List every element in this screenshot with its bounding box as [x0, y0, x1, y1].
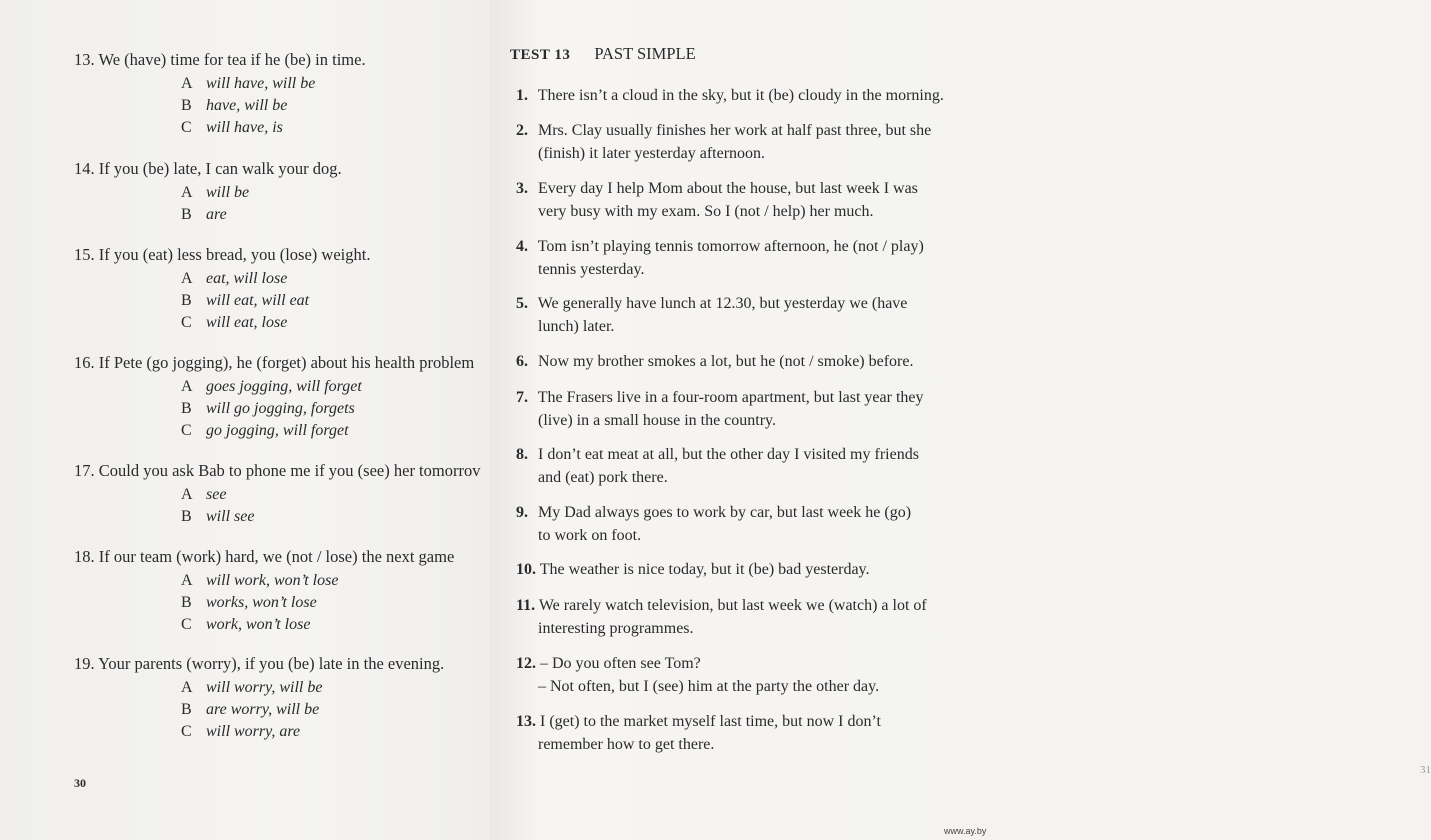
- exercise-text-continued: remember how to get there.: [538, 736, 715, 753]
- left-question: [74, 547, 484, 636]
- exercise-item: [516, 652, 946, 698]
- option-text: will be: [206, 184, 250, 201]
- question-stem: 17. Could you ask Bab to phone me if you (see) her tomorrov: [74, 461, 481, 480]
- right-page-number: 31: [1420, 764, 1431, 776]
- option-letter: A: [181, 270, 193, 287]
- option-letter: C: [181, 616, 192, 633]
- left-question: [74, 50, 484, 139]
- exercise-text-continued: tennis yesterday.: [538, 261, 645, 278]
- option-letter: B: [181, 594, 192, 611]
- exercise-text-continued: to work on foot.: [538, 527, 642, 544]
- exercise-number: 3.: [516, 180, 528, 197]
- test-label: TEST 13: [510, 47, 571, 63]
- exercise-item: [516, 292, 946, 338]
- answer-options: [181, 268, 484, 334]
- answer-options: [181, 182, 484, 226]
- answer-option: [181, 420, 484, 442]
- answer-option: [181, 721, 484, 743]
- option-letter: A: [181, 184, 193, 201]
- answer-option: [181, 570, 484, 592]
- exercise-text-continued: and (eat) pork there.: [538, 469, 668, 486]
- exercise-text-continued: very busy with my exam. So I (not / help) her much.: [538, 203, 874, 220]
- answer-option: [181, 117, 484, 139]
- exercise-text: The Frasers live in a four-room apartment, but last year they: [537, 389, 924, 406]
- exercise-number: 2.: [516, 122, 528, 139]
- exercise-number: 9.: [516, 504, 528, 521]
- option-text: goes jogging, will forget: [206, 378, 362, 395]
- option-text: will have, will be: [206, 75, 316, 92]
- exercise-item: [516, 177, 946, 223]
- exercise-text-continued: lunch) later.: [538, 318, 615, 335]
- option-letter: A: [181, 378, 193, 395]
- option-text: are: [206, 206, 227, 223]
- exercise-item: [516, 710, 946, 756]
- exercise-number: 1.: [516, 87, 528, 104]
- exercise-number: 7.: [516, 389, 528, 406]
- exercise-number: 6.: [516, 353, 528, 370]
- test-header: [510, 44, 696, 64]
- exercise-text: We generally have lunch at 12.30, but yesterday we (have: [537, 295, 908, 312]
- exercise-text-continued: (live) in a small house in the country.: [538, 412, 777, 429]
- question-stem: 18. If our team (work) hard, we (not / lose) the next game: [74, 547, 455, 566]
- left-question: [74, 461, 484, 528]
- question-stem: 13. We (have) time for tea if he (be) in time.: [74, 50, 366, 69]
- option-text: will have, is: [206, 119, 283, 136]
- exercise-number: 10.: [516, 561, 536, 578]
- option-letter: C: [181, 314, 192, 331]
- exercise-item: [516, 558, 946, 581]
- left-question: [74, 159, 484, 226]
- option-letter: A: [181, 486, 193, 503]
- left-question: [74, 245, 484, 334]
- exercise-number: 12.: [516, 655, 536, 672]
- exercise-text: We rarely watch television, but last week we (watch) a lot of: [538, 597, 927, 614]
- exercise-item: [516, 443, 946, 489]
- answer-option: [181, 290, 484, 312]
- left-page: [0, 0, 490, 840]
- option-letter: B: [181, 97, 192, 114]
- option-letter: B: [181, 400, 192, 417]
- answer-options: [181, 73, 484, 139]
- option-text: works, won’t lose: [206, 594, 317, 611]
- exercise-item: [516, 235, 946, 281]
- exercise-text-continued: interesting programmes.: [538, 620, 694, 637]
- exercise-text: Now my brother smokes a lot, but he (not / smoke) before.: [538, 353, 914, 370]
- watermark: www.ay.by: [944, 826, 987, 836]
- answer-option: [181, 398, 484, 420]
- exercise-item: [516, 594, 946, 640]
- exercise-text: Mrs. Clay usually finishes her work at half past three, but she: [538, 122, 932, 139]
- exercise-item: [516, 84, 946, 107]
- option-letter: B: [181, 508, 192, 525]
- option-text: will see: [206, 508, 255, 525]
- option-text: will go jogging, forgets: [206, 400, 355, 417]
- answer-option: [181, 312, 484, 334]
- left-page-number: 30: [74, 776, 86, 790]
- option-text: go jogging, will forget: [206, 422, 349, 439]
- exercise-number: 8.: [516, 446, 528, 463]
- exercise-number: 4.: [516, 238, 528, 255]
- test-title: PAST SIMPLE: [594, 44, 696, 63]
- option-text: will worry, are: [206, 723, 301, 740]
- exercise-text: The weather is nice today, but it (be) bad yesterday.: [539, 561, 870, 578]
- option-letter: C: [181, 723, 192, 740]
- exercise-text: Tom isn’t playing tennis tomorrow afternoon, he (not / play): [537, 238, 924, 255]
- option-letter: B: [181, 292, 192, 309]
- left-question: [74, 654, 484, 743]
- option-text: will work, won’t lose: [206, 572, 339, 589]
- question-stem: 16. If Pete (go jogging), he (forget) about his health problem: [74, 353, 475, 372]
- option-text: see: [206, 486, 227, 503]
- option-text: will worry, will be: [206, 679, 323, 696]
- option-letter: C: [181, 119, 192, 136]
- answer-options: [181, 376, 484, 442]
- exercise-text: I (get) to the market myself last time, but now I don’t: [540, 713, 881, 730]
- answer-options: [181, 570, 484, 636]
- exercise-item: [516, 501, 946, 547]
- option-text: have, will be: [206, 97, 288, 114]
- option-text: will eat, will eat: [206, 292, 310, 309]
- option-text: work, won’t lose: [206, 616, 311, 633]
- option-letter: A: [181, 572, 193, 589]
- answer-option: [181, 182, 484, 204]
- answer-option: [181, 677, 484, 699]
- exercise-text-continued: (finish) it later yesterday afternoon.: [538, 145, 766, 162]
- answer-options: [181, 484, 484, 528]
- left-question: [74, 353, 484, 442]
- answer-option: [181, 73, 484, 95]
- option-letter: A: [181, 75, 193, 92]
- exercise-text: There isn’t a cloud in the sky, but it (be) cloudy in the morning.: [537, 87, 944, 104]
- answer-option: [181, 268, 484, 290]
- option-letter: B: [181, 701, 192, 718]
- option-text: will eat, lose: [206, 314, 288, 331]
- question-stem: 15. If you (eat) less bread, you (lose) weight.: [74, 245, 371, 264]
- question-stem: 14. If you (be) late, I can walk your dog.: [74, 159, 342, 178]
- option-letter: B: [181, 206, 192, 223]
- option-text: eat, will lose: [206, 270, 288, 287]
- answer-option: [181, 506, 484, 528]
- exercise-text: I don’t eat meat at all, but the other day I visited my friends: [538, 446, 919, 463]
- answer-option: [181, 592, 484, 614]
- option-letter: C: [181, 422, 192, 439]
- exercise-text: Every day I help Mom about the house, but last week I was: [538, 180, 918, 197]
- exercise-number: 5.: [516, 295, 528, 312]
- question-stem: 19. Your parents (worry), if you (be) late in the evening.: [74, 654, 445, 673]
- exercise-text: – Do you often see Tom?: [540, 655, 701, 672]
- answer-option: [181, 204, 484, 226]
- answer-option: [181, 484, 484, 506]
- answer-option: [181, 376, 484, 398]
- exercise-text-continued: – Not often, but I (see) him at the party the other day.: [538, 678, 880, 695]
- option-text: are worry, will be: [206, 701, 320, 718]
- answer-option: [181, 614, 484, 636]
- exercise-text: My Dad always goes to work by car, but last week he (go): [538, 504, 912, 521]
- answer-option: [181, 699, 484, 721]
- answer-option: [181, 95, 484, 117]
- answer-options: [181, 677, 484, 743]
- option-letter: A: [181, 679, 193, 696]
- exercise-item: [516, 119, 946, 165]
- exercise-item: [516, 386, 946, 432]
- exercise-number: 11.: [516, 597, 536, 614]
- exercise-item: [516, 350, 946, 373]
- exercise-number: 13.: [516, 713, 536, 730]
